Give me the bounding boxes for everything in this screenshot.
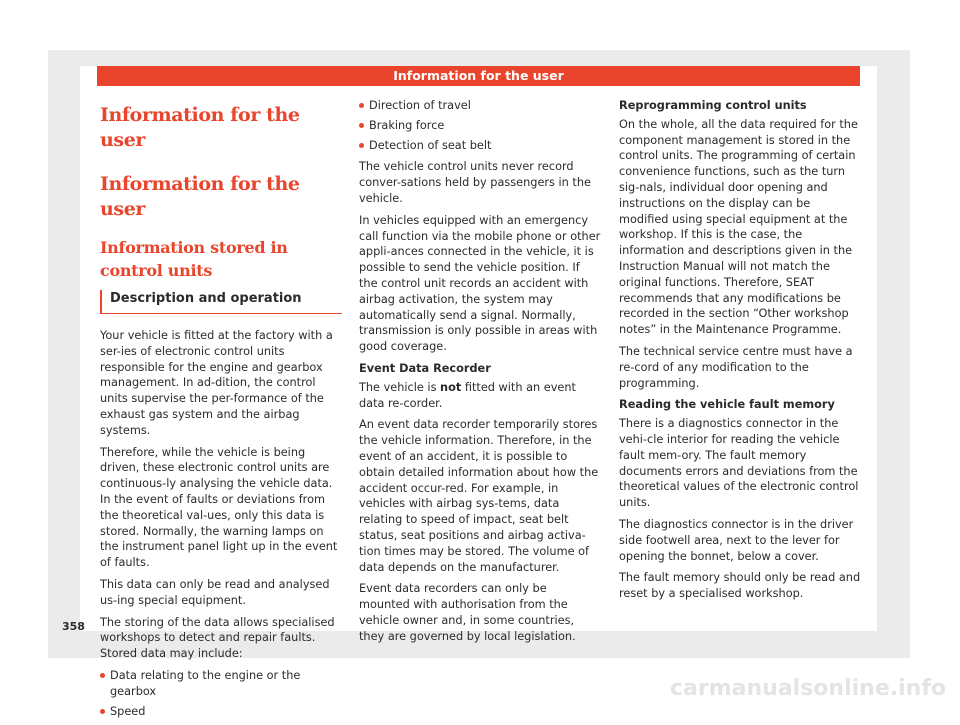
chapter-title: Information for the user: [100, 104, 300, 151]
page-number: 358: [62, 620, 85, 633]
paragraph: The storing of the data allows specialised workshops to detect and repair faults. Stored data may include:: [100, 615, 335, 661]
subheading-event-data-recorder: Event Data Recorder: [359, 361, 491, 375]
paragraph: The technical service centre must have a re-cord of any modification to the programming.: [619, 344, 853, 390]
paragraph: The fault memory should only be read and reset by a specialised workshop.: [619, 571, 861, 601]
paragraph: This data can only be read and analysed us-ing special equipment.: [100, 577, 330, 607]
section-header-bar: Information for the user: [97, 66, 860, 86]
watermark-text: carmanualsonline.info: [670, 676, 946, 701]
subsection-title: Information stored in control units: [100, 238, 288, 280]
list-item: Braking force: [359, 118, 601, 134]
paragraph: There is a diagnostics connector in the vehi-cle interior for reading the vehicle fault mem-ory. The fault memory documents errors and deviations from the theoretical values of the electronic control units.: [619, 417, 859, 510]
list-item: Direction of travel: [359, 98, 601, 114]
column-left: [100, 98, 342, 725]
paragraph: [359, 380, 601, 412]
paragraph: Therefore, while the vehicle is being driven, these electronic control units are continuous-ly analysing the vehicle data. In the event of faults or deviations from the theoretical val-ues, only this data is stored. Normally, the warning lamps on the instrument panel light up in the event of faults.: [100, 445, 338, 570]
text-span: The vehicle is: [359, 380, 441, 394]
text-span: fitted with an event data re-corder.: [359, 380, 576, 410]
list-item: Detection of seat belt: [359, 138, 601, 154]
column-right: [619, 98, 861, 608]
subheading-reprogramming: Reprogramming control units: [619, 99, 807, 112]
topic-heading: Description and operation: [100, 290, 342, 314]
bullet-list: [359, 98, 601, 153]
bullet-list: [100, 668, 342, 719]
column-middle: [359, 98, 601, 651]
emphasis-text: not: [440, 380, 462, 394]
paragraph: Your vehicle is fitted at the factory with a ser-ies of electronic control units responsible for the engine and gearbox management. In ad-dition, the control units supervise the per-formance of the exhaust gas system and the airbag systems.: [100, 329, 333, 437]
list-item: Speed: [100, 704, 342, 720]
paragraph: Event data recorders can only be mounted with authorisation from the vehicle owner and, in some countries, they are governed by local legislation.: [359, 582, 576, 643]
subheading-fault-memory: Reading the vehicle fault memory: [619, 398, 835, 412]
paragraph: In vehicles equipped with an emergency call function via the mobile phone or other appli-ances connected in the vehicle, it is possible to send the vehicle position. If the control unit records an accident with airbag activation, the system may automatically send a signal. Normally, transmission is only possible in areas with good coverage.: [359, 213, 601, 354]
paragraph: An event data recorder temporarily stores the vehicle information. Therefore, in the event of an accident, it is possible to obtain detailed information about how the accident occur-red. For example, in vehicles with airbag sys-tems, data relating to speed of impact, seat belt status, seat positions and airbag activa-tion times may be stored. The volume of data depends on the manufacturer.: [359, 418, 599, 574]
paragraph: The diagnostics connector is in the driver side footwell area, next to the lever for opening the bonnet, below a cover.: [619, 517, 854, 563]
paragraph: On the whole, all the data required for the component management is stored in the control units. The programming of certain convenience functions, such as the turn sig-nals, individual door opening and instructions on the display can be modified using special equipment at the workshop. If this is the case, the information and descriptions given in the Instruction Manual will not match the original functions. Therefore, SEAT recommends that any modifications be recorded in the section “Other workshop notes” in the Maintenance Programme.: [619, 117, 858, 337]
list-item: Data relating to the engine or the gearbox: [100, 668, 342, 700]
paragraph: The vehicle control units never record conver-sations held by passengers in the vehicle.: [359, 160, 591, 205]
section-title: Information for the user: [100, 173, 300, 220]
